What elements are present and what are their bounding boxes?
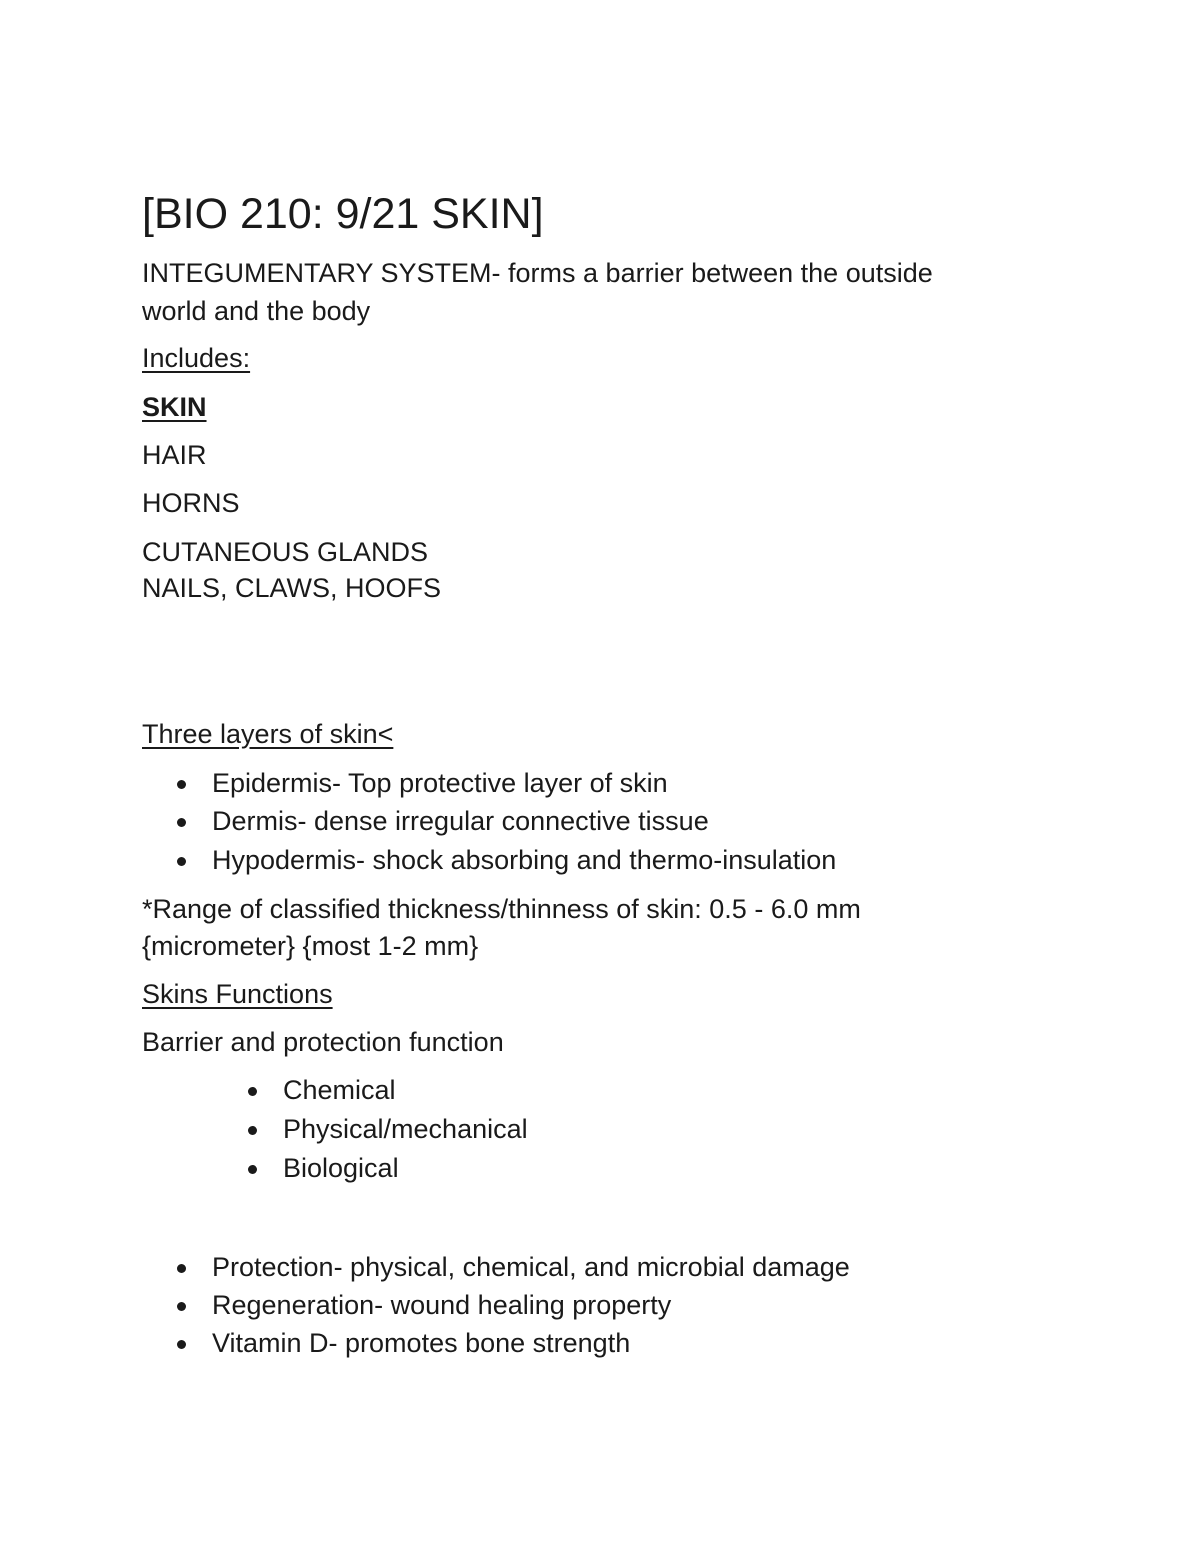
bullet-dot-icon — [177, 857, 186, 866]
layers-heading: Three layers of skin< — [142, 719, 394, 749]
function-item-vitamin-d: Vitamin D- promotes bone strength — [212, 1328, 631, 1358]
includes-item-cutaneous-glands: CUTANEOUS GLANDS — [142, 537, 429, 567]
function-item-regeneration: Regeneration- wound healing property — [212, 1290, 672, 1320]
includes-item-skin: SKIN — [142, 392, 207, 422]
bullet-dot-icon — [177, 780, 186, 789]
bullet-dot-icon — [177, 1340, 186, 1349]
barrier-label: Barrier and protection function — [142, 1027, 504, 1057]
functions-heading: Skins Functions — [142, 979, 333, 1009]
barrier-item-biological: Biological — [283, 1153, 399, 1183]
includes-item-nails-claws-hoofs: NAILS, CLAWS, HOOFS — [142, 573, 442, 603]
bullet-dot-icon — [177, 1302, 186, 1311]
layer-item-dermis: Dermis- dense irregular connective tissue — [212, 806, 709, 836]
layer-item-hypodermis: Hypodermis- shock absorbing and thermo-insulation — [212, 845, 837, 875]
includes-item-horns: HORNS — [142, 488, 240, 518]
barrier-item-physical: Physical/mechanical — [283, 1114, 528, 1144]
intro-line-2: world and the body — [142, 296, 371, 326]
bullet-dot-icon — [248, 1165, 257, 1174]
bullet-dot-icon — [248, 1087, 257, 1096]
bullet-dot-icon — [248, 1126, 257, 1135]
range-note-line-2: {micrometer} {most 1-2 mm} — [142, 931, 479, 961]
intro-line-1: INTEGUMENTARY SYSTEM- forms a barrier between the outside — [142, 258, 933, 288]
function-item-protection: Protection- physical, chemical, and microbial damage — [212, 1252, 850, 1282]
bullet-dot-icon — [177, 818, 186, 827]
includes-heading: Includes: — [142, 343, 251, 373]
layer-item-epidermis: Epidermis- Top protective layer of skin — [212, 768, 668, 798]
includes-item-hair: HAIR — [142, 440, 207, 470]
range-note-line-1: *Range of classified thickness/thinness of skin: 0.5 - 6.0 mm — [142, 894, 861, 924]
bullet-dot-icon — [177, 1264, 186, 1273]
page-title: [BIO 210: 9/21 SKIN] — [142, 190, 544, 238]
barrier-item-chemical: Chemical — [283, 1075, 396, 1105]
